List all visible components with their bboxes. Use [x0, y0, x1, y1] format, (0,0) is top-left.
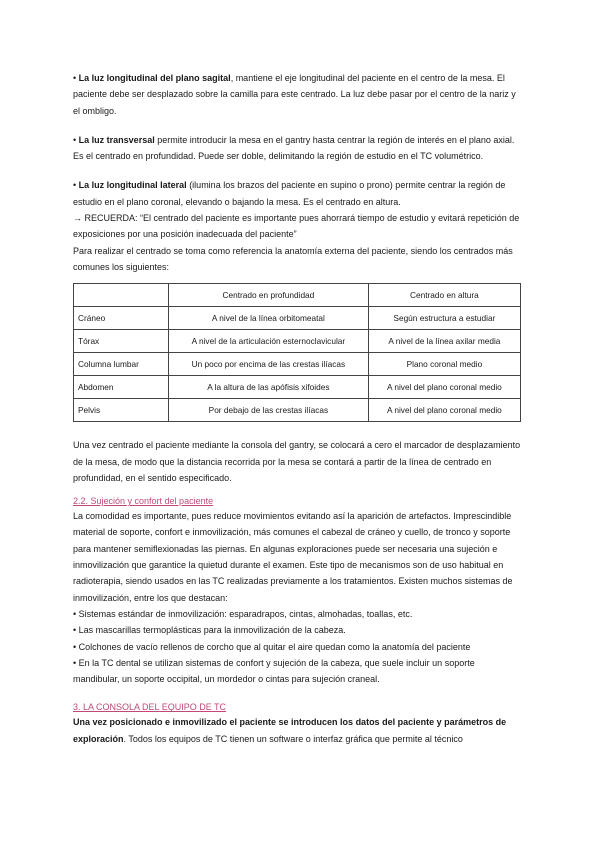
- paragraph-text: permite introducir la mesa en el gantry hasta centrar la región de interés en el plano axial. Es el centrado en profundidad. Puede ser doble, delimitando la región de estudio en el TC volumétrico.: [73, 134, 515, 162]
- table-cell: Según estructura a estudiar: [368, 307, 520, 330]
- section-heading-3: 3. LA CONSOLA DEL EQUIPO DE TC: [73, 702, 227, 713]
- paragraph-text: (ilumina los brazos del paciente en supino o prono) permite centrar la región de estudio en el plano coronal, elevando o bajando la mesa. Es el centrado en altura.: [73, 180, 506, 207]
- table-cell: A nivel del plano coronal medio: [368, 376, 520, 399]
- paragraph-text: . Todos los equipos de TC tienen un software o interfaz gráfica que permite al técnico: [123, 733, 463, 744]
- table-intro: Para realizar el centrado se toma como referencia la anatomía externa del paciente, siendo los centrados más comunes los siguientes:: [73, 245, 513, 272]
- table-row: [74, 399, 521, 422]
- section-body: La comodidad es importante, pues reduce movimientos evitando así la aparición de artefactos. Imprescindible material de soporte, confort e inmovilización, más comunes el cabezal de cráneo y cuello, de tronco y soporte para mantener semiflexionadas las piernas. En algunas exploraciones puede ser necesaria una sujeción e inmovilización que garantice la quietud durante el examen. Este tipo de mecanismos son de uso habitual en radioterapia, siendo usados en las TC realizadas previamente a los tratamientos. Existen muchos sistemas de inmovilización, entre los que destacan:: [73, 511, 513, 603]
- list-item: • En la TC dental se utilizan sistemas de confort y sujeción de la cabeza, que suele incluir un soporte mandibular, un soporte occipital, un mordedor o cintas para sujeción craneal.: [73, 657, 475, 685]
- bold-term: La luz longitudinal del plano sagital: [78, 73, 231, 83]
- table-row: [74, 376, 521, 399]
- bullet: •: [73, 180, 77, 191]
- bold-term: La luz transversal: [78, 134, 155, 145]
- table-header-cell: Centrado en altura: [368, 284, 520, 307]
- table-cell: Plano coronal medio: [368, 353, 520, 376]
- table-header-row: [74, 284, 521, 307]
- bold-term: Una vez posicionado e inmovilizado el paciente se introducen los datos del paciente y parámetros de exploración: [73, 717, 507, 744]
- table-cell: A la altura de las apófisis xifoides: [169, 376, 369, 399]
- list-item: • Las mascarillas termoplásticas para la inmovilización de la cabeza.: [73, 625, 346, 636]
- table-row-label: Cráneo: [74, 307, 169, 330]
- table-row: [74, 307, 521, 330]
- table-row-label: Tórax: [74, 330, 169, 353]
- table-header-cell: [74, 284, 169, 307]
- table-cell: Un poco por encima de las crestas ilíacas: [169, 353, 369, 376]
- list-item: • Colchones de vacío rellenos de corcho que al quitar el aire quedan como la anatomía del paciente: [73, 641, 471, 652]
- table-row-label: Abdomen: [74, 376, 169, 399]
- bold-term: La luz longitudinal lateral: [78, 180, 187, 191]
- table-cell: Por debajo de las crestas ilíacas: [169, 399, 369, 422]
- paragraph-sagital-light: [73, 70, 521, 119]
- table-cell: A nivel del plano coronal medio: [368, 399, 520, 422]
- table-row-label: Pelvis: [74, 399, 169, 422]
- centering-table: [73, 283, 521, 422]
- table-row: [74, 330, 521, 353]
- table-row-label: Columna lumbar: [74, 353, 169, 376]
- table-cell: A nivel de la articulación esternoclavicular: [169, 330, 369, 353]
- paragraph-lateral-light: [73, 177, 521, 210]
- bullet: •: [73, 73, 77, 83]
- recuerda-note: → RECUERDA: “El centrado del paciente es importante pues ahorrará tiempo de estudio y evitará repetición de exposiciones por una posición inadecuada del paciente”: [73, 213, 520, 240]
- document-page: [73, 70, 521, 747]
- table-cell: A nivel de la línea axilar media: [368, 330, 520, 353]
- list-item: • Sistemas estándar de inmovilización: esparadrapos, cintas, almohadas, toallas, etc.: [73, 608, 413, 619]
- table-row: [74, 353, 521, 376]
- paragraph-text: , mantiene el eje longitudinal del paciente en el centro de la mesa. El paciente debe ser desplazado sobre la camilla para este centrado. La luz debe pasar por el centro de la nariz y el ombligo.: [73, 73, 516, 116]
- section-heading-2-2: 2.2. Sujeción y confort del paciente: [73, 496, 214, 507]
- table-cell: A nivel de la línea orbitomeatal: [169, 307, 369, 330]
- table-header-cell: Centrado en profundidad: [169, 284, 369, 307]
- paragraph-transversal-light: [73, 132, 521, 165]
- bullet: •: [73, 134, 77, 145]
- section-body: [73, 714, 521, 747]
- paragraph-after-table: Una vez centrado el paciente mediante la consola del gantry, se colocará a cero el marcador de desplazamiento de la mesa, de modo que la distancia recorrida por la mesa se contará a partir de la línea de centrado en profundidad, en el sentido especificado.: [73, 440, 521, 483]
